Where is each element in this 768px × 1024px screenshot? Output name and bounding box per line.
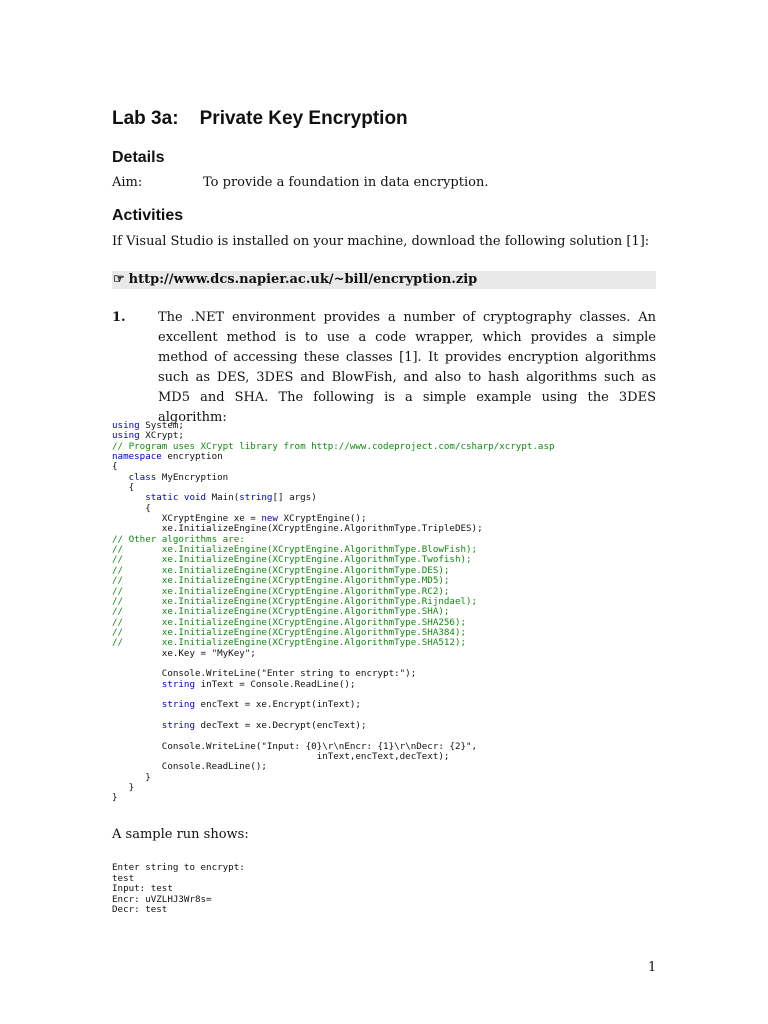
sample-output-line: Encr: uVZLHJ3Wr8s= [112,893,212,905]
code-line: { [112,461,118,473]
page-title: Lab 3a: Private Key Encryption [112,108,408,129]
code-line: static void Main(string[] args) [145,492,317,504]
code-line: } [112,792,118,804]
code-line: // xe.InitializeEngine(XCryptEngine.AlgorithmType.SHA384); [112,626,467,638]
activities-intro: If Visual Studio is installed on your machine, download the following solution [1]: [112,234,650,249]
code-line: xe.InitializeEngine(XCryptEngine.AlgorithmType.TripleDES); [112,523,483,535]
code-line: Console.WriteLine("Input: {0}\r\nEncr: {1}\r\nDecr: {2}", [112,740,478,752]
code-line: Console.ReadLine(); [112,761,267,773]
code-line: // xe.InitializeEngine(XCryptEngine.AlgorithmType.SHA); [112,606,450,618]
code-line: using System; [112,420,184,431]
aim-label: Aim: [112,175,143,190]
code-line: } [112,782,135,794]
download-link-bar[interactable] [112,271,656,289]
code-line: // xe.InitializeEngine(XCryptEngine.AlgorithmType.SHA256); [112,616,467,628]
code-line: // Program uses XCrypt library from http://www.codeproject.com/csharp/xcrypt.asp [112,440,555,452]
code-line: } [112,771,151,783]
aim-text: To provide a foundation in data encryption. [203,175,489,190]
code-line: namespace encryption [112,451,223,463]
step-description: The .NET environment provides a number of cryptography classes. An excellent method is to use a code wrapper, which provides a simple method of accessing these classes [1]. It provides encryption algorithms such as DES, 3DES and BlowFish, and also to hash algorithms such as MD5 and SHA. The following is a simple example using the 3DES algorithm: [158,310,656,425]
code-line: inText,encText,decText); [112,751,450,762]
code-line: // xe.InitializeEngine(XCryptEngine.AlgorithmType.Twofish); [112,554,472,566]
code-line: Console.WriteLine("Enter string to encrypt:"); [112,668,417,680]
code-line: // xe.InitializeEngine(XCryptEngine.AlgorithmType.MD5); [112,575,450,587]
code-listing [112,421,555,804]
code-line: { [112,502,151,514]
code-line: XCryptEngine xe = new XCryptEngine(); [112,513,367,525]
code-line: // Other algorithms are: [112,533,245,545]
code-line: // xe.InitializeEngine(XCryptEngine.AlgorithmType.RC2); [112,585,450,597]
sample-output [112,863,245,916]
step-number: 1. [112,310,126,325]
code-line: string decText = xe.Decrypt(encText); [161,719,367,731]
pointing-hand-icon: ☞ [113,272,125,287]
sample-output-line: Decr: test [112,904,168,916]
download-link[interactable]: http://www.dcs.napier.ac.uk/~bill/encryption.zip [128,272,478,287]
sample-output-line: Enter string to encrypt: [112,862,245,873]
code-line: string inText = Console.ReadLine(); [161,678,356,690]
code-line: // xe.InitializeEngine(XCryptEngine.AlgorithmType.BlowFish); [112,544,478,556]
sample-output-line: test [112,872,135,884]
page-number: 1 [648,960,657,975]
sample-output-line: Input: test [112,883,173,895]
code-line: { [112,482,135,494]
code-line: class MyEncryption [128,471,229,483]
code-line: using XCrypt; [112,430,184,442]
activities-heading: Activities [112,207,184,224]
details-heading: Details [112,149,165,166]
code-line: xe.Key = "MyKey"; [112,647,256,659]
code-line: // xe.InitializeEngine(XCryptEngine.AlgorithmType.SHA512); [112,637,467,649]
code-line: // xe.InitializeEngine(XCryptEngine.AlgorithmType.Rijndael); [112,595,478,607]
code-line: // xe.InitializeEngine(XCryptEngine.AlgorithmType.DES); [112,564,450,576]
code-line: string encText = xe.Encrypt(inText); [161,699,361,711]
sample-run-intro: A sample run shows: [112,827,249,842]
